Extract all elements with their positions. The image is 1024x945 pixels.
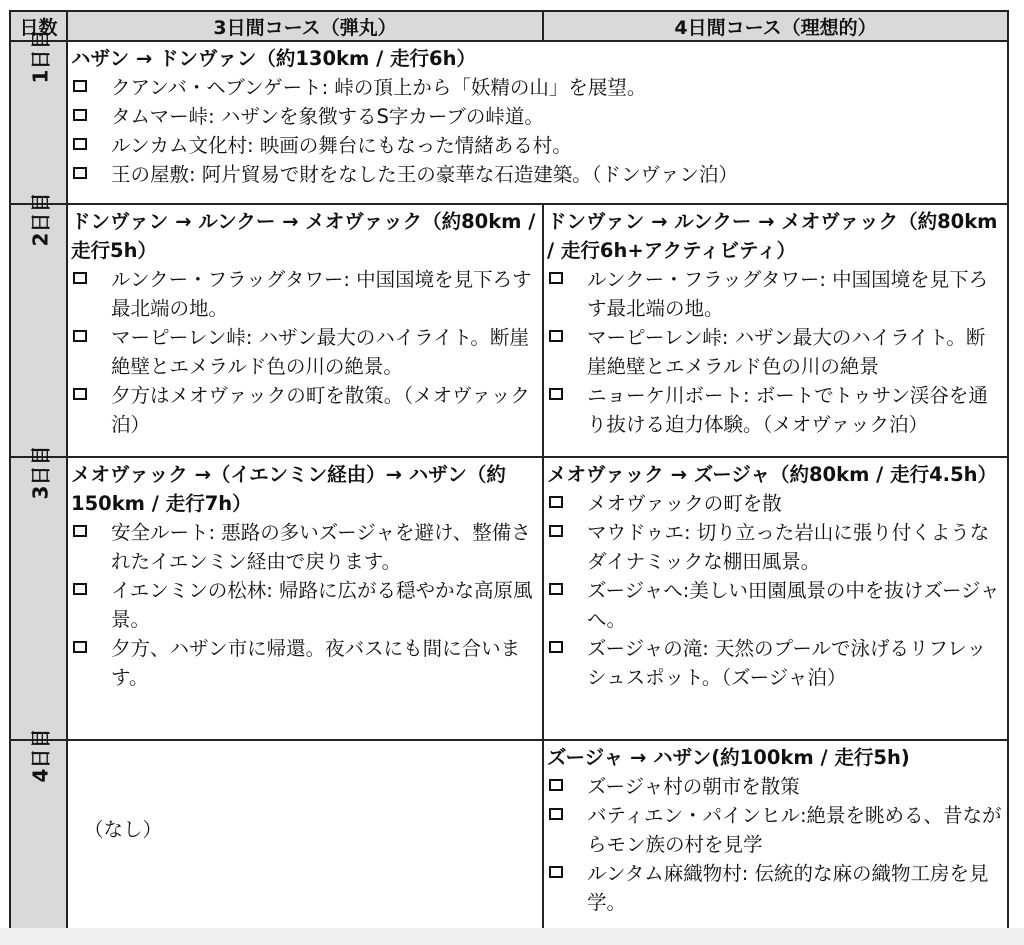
item-text: ズージャへ:美しい田園風景の中を抜けズージャへ。 (587, 579, 1000, 631)
day-label: 1日目 (27, 29, 52, 84)
checkbox-icon (73, 525, 87, 537)
route-title: メオヴァック →（イエンミン経由）→ ハザン（約150km / 走行7h） (71, 463, 506, 515)
list-item (71, 323, 538, 381)
day-label: 4日目 (27, 728, 52, 783)
list-item (547, 801, 1003, 859)
header-course-3day: 3日間コース（弾丸） (67, 11, 543, 41)
bottom-margin (0, 928, 1024, 945)
list-item (547, 323, 1003, 381)
route-title: ドンヴァン → ルンクー → メオヴァック（約80km / 走行5h） (71, 210, 536, 262)
list-item (71, 131, 1003, 160)
checkbox-icon (73, 330, 87, 342)
item-text: マーピーレン峠: ハザン最大のハイライト。断崖絶壁とエメラルド色の川の絶景。 (111, 326, 529, 378)
checkbox-icon (549, 641, 563, 653)
checkbox-icon (549, 272, 563, 284)
checkbox-icon (73, 109, 87, 121)
item-text: 夕方はメオヴァックの町を散策。（メオヴァック泊） (111, 384, 530, 436)
course4-cell (543, 457, 1008, 740)
route-title: ハザン → ドンヴァン（約130km / 走行6h） (71, 47, 476, 70)
item-text: ルンタム麻織物村: 伝統的な麻の織物工房を見学。 (587, 862, 989, 914)
checkbox-icon (73, 80, 87, 92)
course-cell-merged (67, 41, 1008, 204)
table-row (10, 457, 1008, 740)
checkbox-icon (549, 496, 563, 508)
checkbox-icon (549, 583, 563, 595)
no-plan-text: （なし） (84, 818, 163, 841)
list-item (547, 859, 1003, 917)
course3-cell (67, 204, 543, 457)
item-text: タムマー峠: ハザンを象徴するS字カーブの峠道。 (111, 105, 544, 128)
header-day: 日数 (10, 11, 67, 41)
item-text: マーピーレン峠: ハザン最大のハイライト。断崖絶壁とエメラルド色の川の絶景 (587, 326, 986, 378)
list-item (71, 102, 1003, 131)
checkbox-icon (73, 583, 87, 595)
item-text: ルンクー・フラッグタワー: 中国国境を見下ろす最北端の地。 (111, 268, 532, 320)
checkbox-icon (549, 808, 563, 820)
item-text: ズージャ村の朝市を散策 (587, 775, 800, 798)
item-text: 夕方、ハザン市に帰還。夜バスにも間に合います。 (111, 637, 521, 689)
list-item (71, 634, 538, 692)
list-item (547, 265, 1003, 323)
table-row (10, 41, 1008, 204)
day-cell (10, 29, 67, 204)
item-text: クアンバ・ヘブンゲート: 峠の頂上から「妖精の山」を展望。 (111, 76, 647, 99)
list-item (547, 518, 1003, 576)
course4-cell (543, 204, 1008, 457)
route-title: ズージャ → ハザン(約100km / 走行5h) (547, 746, 910, 769)
course3-cell (67, 457, 543, 740)
list-item (547, 634, 1003, 692)
day-label: 2日目 (27, 192, 52, 247)
item-text: メオヴァックの町を散 (587, 492, 782, 515)
list-item (71, 73, 1003, 102)
checkbox-icon (549, 330, 563, 342)
course3-cell (67, 740, 543, 930)
item-text: ルンクー・フラッグタワー: 中国国境を見下ろす最北端の地。 (587, 268, 989, 320)
table-row (10, 740, 1008, 930)
list-item (71, 576, 538, 634)
item-text: 王の屋敷: 阿片貿易で財をなした王の豪華な石造建築。（ドンヴァン泊） (111, 163, 738, 186)
course4-cell (543, 740, 1008, 930)
day-label: 3日目 (27, 445, 52, 500)
item-text: マウドゥエ: 切り立った岩山に張り付くようなダイナミックな棚田風景。 (587, 521, 990, 573)
list-item (547, 489, 1003, 518)
list-item (71, 518, 538, 576)
list-item (547, 772, 1003, 801)
day-cell (10, 445, 67, 740)
checkbox-icon (549, 525, 563, 537)
day-cell (10, 192, 67, 457)
item-text: ニョーケ川ボート: ボートでトゥサン渓谷を通り抜ける迫力体験。（メオヴァック泊） (587, 384, 988, 436)
item-text: バティエン・パインヒル:絶景を眺める、昔ながらモン族の村を見学 (587, 804, 1002, 856)
item-text: ルンカム文化村: 映画の舞台にもなった情緒ある村。 (111, 134, 572, 157)
route-title: ドンヴァン → ルンクー → メオヴァック（約80km / 走行6h+アクティビティ） (547, 210, 998, 262)
top-strip (0, 0, 1024, 10)
route-title: メオヴァック → ズージャ（約80km / 走行4.5h） (547, 463, 998, 486)
table-row (10, 204, 1008, 457)
checkbox-icon (73, 641, 87, 653)
list-item (71, 381, 538, 439)
item-text: ズージャの滝: 天然のプールで泳げるリフレッシュスポット。（ズージャ泊） (587, 637, 987, 689)
checkbox-icon (73, 167, 87, 179)
checkbox-icon (73, 272, 87, 284)
checkbox-icon (73, 388, 87, 400)
list-item (547, 381, 1003, 439)
list-item (547, 576, 1003, 634)
checkbox-icon (73, 138, 87, 150)
checkbox-icon (549, 866, 563, 878)
header-row (10, 11, 1008, 41)
itinerary-table (9, 10, 1009, 931)
item-text: イエンミンの松林: 帰路に広がる穏やかな高原風景。 (111, 579, 533, 631)
list-item (71, 160, 1003, 189)
checkbox-icon (549, 779, 563, 791)
list-item (71, 265, 538, 323)
header-course-4day: 4日間コース（理想的） (543, 11, 1008, 41)
item-text: 安全ルート: 悪路の多いズージャを避け、整備されたイエンミン経由で戻ります。 (111, 521, 531, 573)
checkbox-icon (549, 388, 563, 400)
day-cell (10, 728, 67, 930)
